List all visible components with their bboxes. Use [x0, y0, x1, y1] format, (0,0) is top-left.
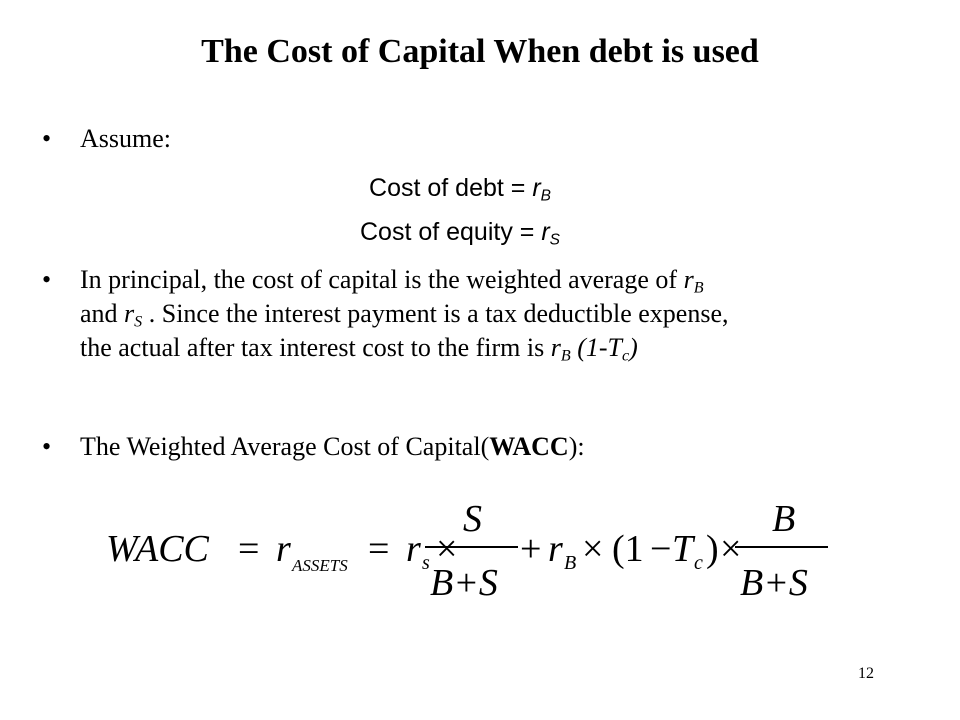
cost-of-equity-sub: S	[549, 231, 561, 249]
bullet-marker: •	[42, 265, 52, 294]
bullet-wacc-text: The Weighted Average Cost of Capital(WACC):	[80, 432, 585, 461]
cost-of-equity-var: r	[541, 218, 550, 246]
bullet-marker: •	[42, 124, 52, 153]
bullet-principal-paragraph	[80, 263, 900, 365]
wacc-abbrev: WACC	[489, 432, 569, 461]
bullet-marker: •	[42, 432, 52, 461]
formula-frac2-den: B+S	[740, 562, 808, 604]
cost-of-debt-var: r	[532, 174, 541, 202]
formula-minus: −	[650, 528, 672, 570]
paragraph-line-1: In principal, the cost of capital is the weighted average of $r_B$	[80, 265, 704, 297]
formula-plus: +	[520, 528, 542, 570]
cost-of-equity-line	[0, 216, 920, 248]
formula-frac1-den: B+S	[430, 562, 498, 604]
formula-times-1: ×	[436, 528, 458, 570]
formula-equals-2: =	[368, 528, 390, 570]
formula-frac1-num: S	[463, 498, 482, 540]
formula-paren-open: (1	[612, 528, 644, 570]
formula-s-sub: s	[422, 552, 430, 574]
page-number: 12	[858, 665, 874, 682]
formula-frac2-num: B	[772, 498, 796, 540]
bullet-assume-text: Assume:	[80, 124, 171, 153]
formula-times-3: ×	[720, 528, 742, 570]
formula-r-b: r	[548, 528, 563, 570]
cost-of-debt-line	[0, 172, 920, 204]
wacc-formula	[100, 495, 860, 605]
formula-paren-close: )	[706, 528, 719, 570]
formula-t: T	[672, 528, 694, 570]
cost-of-equity-label: Cost of equity =	[359, 218, 542, 246]
cost-of-debt-sub: B	[540, 187, 551, 205]
paragraph-line-3: the actual after tax interest cost to the firm is $r_B$ $(1-T_c)$	[80, 333, 638, 365]
formula-b-sub: B	[564, 552, 577, 574]
formula-assets-sub: ASSETS	[292, 556, 348, 575]
formula-times-2: ×	[582, 528, 604, 570]
wacc-formula-svg	[100, 495, 860, 605]
formula-c-sub: c	[694, 552, 703, 574]
slide-title: The Cost of Capital When debt is used	[201, 33, 759, 70]
formula-wacc: WACC	[106, 528, 209, 570]
formula-r-assets: r	[276, 528, 291, 570]
formula-equals-1: =	[238, 528, 260, 570]
formula-r-s: r	[406, 528, 421, 570]
paragraph-line-2: and $r_S$ . Since the interest payment is a tax deductible expense,	[80, 299, 729, 331]
cost-of-debt-label: Cost of debt =	[369, 174, 533, 202]
